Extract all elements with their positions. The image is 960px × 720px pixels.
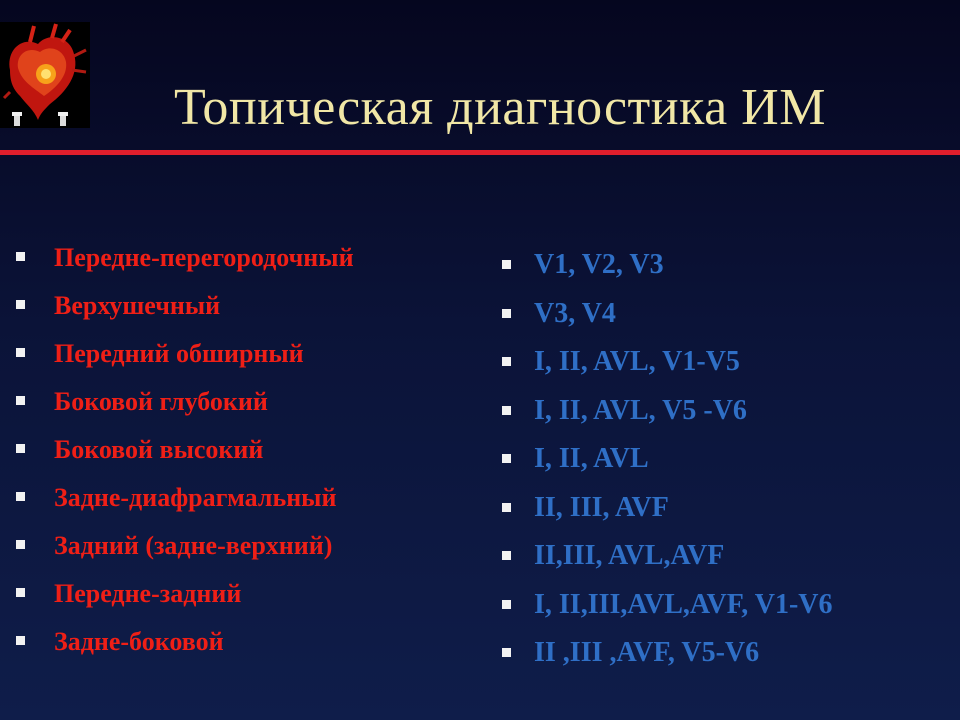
localization-label: Передний обширный: [54, 339, 304, 368]
list-item: [498, 293, 833, 342]
list-item: [16, 382, 354, 430]
list-item: [16, 238, 354, 286]
square-bullet-icon: [16, 396, 25, 405]
leads-list: [498, 244, 833, 681]
localization-label: Задний (задне-верхний): [54, 531, 333, 560]
list-item: [498, 438, 833, 487]
leads-label: II,III, AVL,AVF: [534, 540, 725, 571]
page-title: Топическая диагностика ИМ: [174, 79, 826, 136]
list-item: [16, 334, 354, 382]
list-item: [16, 526, 354, 574]
list-item: [498, 390, 833, 439]
localization-label: Задне-диафрагмальный: [54, 483, 337, 512]
square-bullet-icon: [502, 454, 511, 463]
localization-label: Верхушечный: [54, 291, 221, 320]
list-item: [498, 535, 833, 584]
square-bullet-icon: [16, 444, 25, 453]
localization-list: [16, 238, 354, 670]
square-bullet-icon: [16, 300, 25, 309]
list-item: [16, 430, 354, 478]
square-bullet-icon: [502, 503, 511, 512]
square-bullet-icon: [502, 309, 511, 318]
list-item: [498, 244, 833, 293]
leads-label: V1, V2, V3: [534, 249, 664, 280]
list-item: [16, 286, 354, 334]
square-bullet-icon: [502, 551, 511, 560]
list-item: [16, 478, 354, 526]
list-item: [16, 574, 354, 622]
list-item: [498, 341, 833, 390]
list-item: [498, 632, 833, 681]
square-bullet-icon: [502, 357, 511, 366]
localization-label: Передне-перегородочный: [54, 243, 354, 272]
square-bullet-icon: [16, 540, 25, 549]
leads-label: II, III, AVF: [534, 491, 669, 523]
square-bullet-icon: [16, 492, 25, 501]
square-bullet-icon: [16, 636, 25, 645]
square-bullet-icon: [502, 648, 511, 657]
leads-label: I, II, AVL, V1-V5: [534, 346, 740, 377]
localization-label: Передне-задний: [54, 579, 242, 608]
leads-label: V3, V4: [534, 297, 616, 329]
localization-label: Боковой глубокий: [54, 387, 268, 416]
list-item: [16, 622, 354, 670]
leads-label: I, II, AVL, V5 -V6: [534, 394, 747, 426]
leads-label: II ,III ,AVF, V5-V6: [534, 637, 760, 668]
list-item: [498, 487, 833, 536]
square-bullet-icon: [502, 406, 511, 415]
square-bullet-icon: [16, 348, 25, 357]
square-bullet-icon: [502, 260, 511, 269]
localization-label: Задне-боковой: [54, 627, 224, 656]
list-item: [498, 584, 833, 633]
leads-label: I, II,III,AVL,AVF, V1-V6: [534, 588, 833, 620]
square-bullet-icon: [16, 252, 25, 261]
leads-label: I, II, AVL: [534, 443, 649, 474]
square-bullet-icon: [502, 600, 511, 609]
localization-label: Боковой высокий: [54, 435, 264, 464]
title-divider: [0, 150, 960, 155]
square-bullet-icon: [16, 588, 25, 597]
